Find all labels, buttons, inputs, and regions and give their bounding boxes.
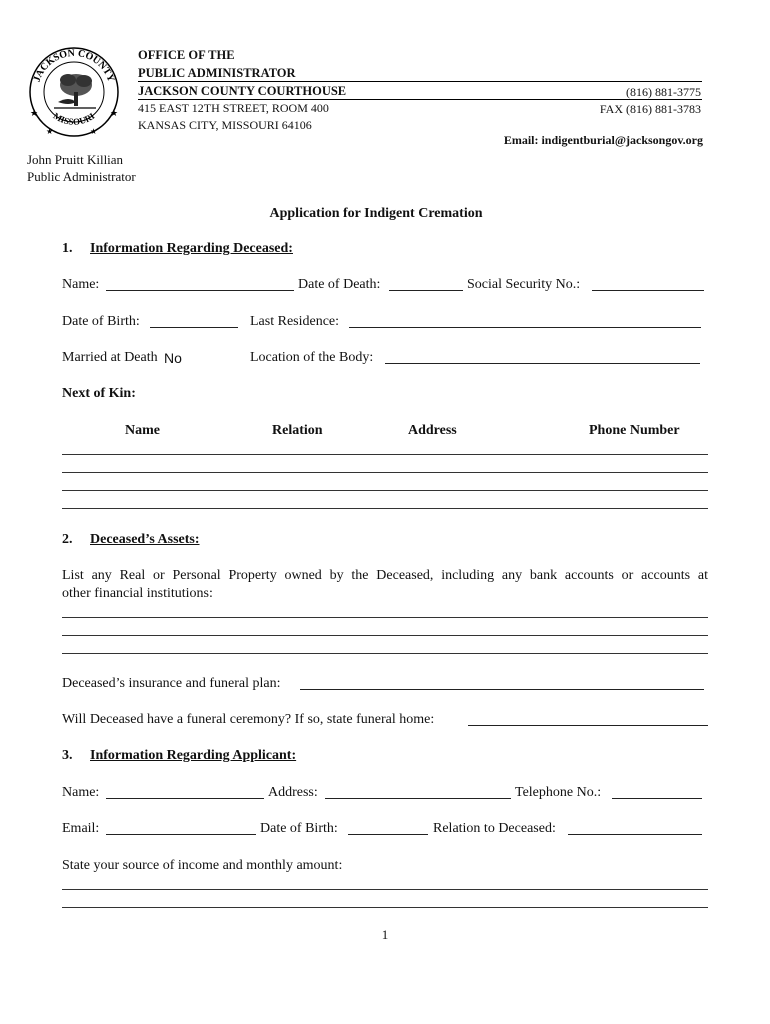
seal-county-text: JACKSON COUNTY [31,47,117,84]
insurance-field[interactable] [300,676,704,690]
body-location-label: Location of the Body: [250,350,374,365]
ssn-label: Social Security No.: [467,277,581,292]
section1-number: 1. [62,241,73,256]
property-line[interactable] [62,653,708,654]
applicant-dob-label: Date of Birth: [260,821,338,836]
kin-row-line[interactable] [62,508,708,509]
applicant-address-field[interactable] [325,785,511,799]
fax-number: FAX (816) 881-3783 [599,102,701,116]
ceremony-field[interactable] [468,712,708,726]
relation-to-deceased-label: Relation to Deceased: [433,821,556,836]
married-label: Married at Death [62,350,158,365]
office-title-line2: PUBLIC ADMINISTRATOR [138,66,296,80]
deceased-dob-label: Date of Birth: [62,314,140,329]
office-title-line1: OFFICE OF THE [138,48,235,62]
deceased-name-field[interactable] [106,277,294,291]
income-line[interactable] [62,907,708,908]
city-address: KANSAS CITY, MISSOURI 64106 [138,118,312,132]
phone-number: (816) 881-3775 [626,85,701,99]
section1-title: Information Regarding Deceased: [90,241,293,256]
administrator-name: John Pruitt Killian [27,152,124,167]
svg-text:★: ★ [46,127,54,136]
married-value[interactable]: No [164,350,182,366]
kin-row-line[interactable] [62,490,708,491]
svg-text:★: ★ [90,127,98,136]
property-line[interactable] [62,617,708,618]
income-label: State your source of income and monthly amount: [62,858,343,873]
kin-col-phone: Phone Number [589,423,680,438]
property-instructions-line1: List any Real or Personal Property owned by the Deceased, including any bank accounts or accounts at [62,568,708,583]
applicant-name-field[interactable] [106,785,264,799]
applicant-address-label: Address: [268,785,318,800]
form-title: Application for Indigent Cremation [269,206,483,221]
date-of-death-field[interactable] [389,277,463,291]
applicant-dob-field[interactable] [348,821,428,835]
kin-col-name: Name [125,423,160,438]
svg-text:MISSOURI [52,111,97,127]
deceased-dob-field[interactable] [150,314,238,328]
applicant-telephone-field[interactable] [612,785,702,799]
applicant-email-label: Email: [62,821,100,836]
section2-title: Deceased’s Assets: [90,532,200,547]
seal-tree-icon [54,74,96,108]
section2-number: 2. [62,532,73,547]
applicant-email-field[interactable] [106,821,256,835]
svg-text:★: ★ [110,108,119,118]
last-residence-label: Last Residence: [250,314,340,329]
next-of-kin-label: Next of Kin: [62,386,136,401]
header-rule-top [138,81,702,82]
applicant-telephone-label: Telephone No.: [515,785,602,800]
jackson-county-seal [24,40,124,140]
contact-email: Email: indigentburial@jacksongov.org [503,133,703,147]
courthouse-name: JACKSON COUNTY COURTHOUSE [138,84,347,98]
kin-row-line[interactable] [62,472,708,473]
kin-row-line[interactable] [62,454,708,455]
property-instructions-line2: other financial institutions: [62,586,213,601]
street-address: 415 EAST 12TH STREET, ROOM 400 [138,101,329,115]
ceremony-label: Will Deceased have a funeral ceremony? If so, state funeral home: [62,712,435,727]
insurance-label: Deceased’s insurance and funeral plan: [62,676,281,691]
income-line[interactable] [62,889,708,890]
applicant-name-label: Name: [62,785,100,800]
administrator-title: Public Administrator [27,169,136,184]
page-number: 1 [381,927,389,942]
section3-title: Information Regarding Applicant: [90,748,297,763]
date-of-death-label: Date of Death: [298,277,381,292]
ssn-field[interactable] [592,277,704,291]
section3-number: 3. [62,748,73,763]
seal-state-text: MISSOURI [51,110,97,127]
svg-text:★: ★ [30,108,39,118]
relation-to-deceased-field[interactable] [568,821,702,835]
kin-col-relation: Relation [272,423,323,438]
body-location-field[interactable] [385,350,700,364]
property-line[interactable] [62,635,708,636]
last-residence-field[interactable] [349,314,701,328]
deceased-name-label: Name: [62,277,100,292]
kin-col-address: Address [408,423,457,438]
